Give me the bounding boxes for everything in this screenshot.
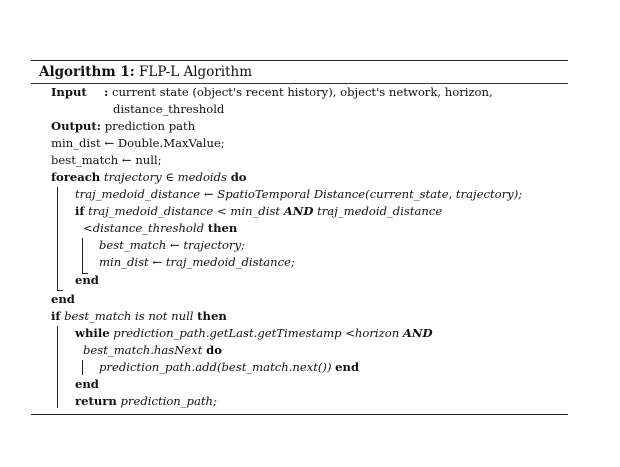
do-keyword: do (206, 343, 222, 357)
traj-dist-assign-line (75, 186, 522, 202)
while-line-2 (83, 342, 222, 358)
if-cond-b: min_dist (230, 204, 281, 218)
if-cond-c: traj_medoid_distance (317, 204, 443, 218)
assign-arrow: ← (152, 255, 163, 269)
assign-arrow: ← (104, 136, 115, 150)
foreach-iterator: trajectory (103, 170, 162, 184)
while-scope-bar (82, 360, 83, 375)
top-rule (31, 60, 568, 61)
while-cond-b: best_match.hasNext (83, 343, 203, 357)
end-keyword: end (335, 360, 360, 374)
if-outer-line (51, 308, 227, 324)
end-while-line (75, 376, 99, 392)
end-keyword: end (75, 377, 99, 391)
end-if-line (75, 272, 99, 288)
min-dist-init: Double.MaxValue; (117, 136, 225, 150)
end-foreach-line (51, 291, 75, 307)
assign-min-dist-line (99, 254, 295, 270)
end-keyword: end (75, 273, 99, 287)
while-keyword: while (75, 326, 110, 340)
if-keyword: if (75, 204, 85, 218)
output-label: Output: (51, 119, 102, 133)
min-dist-var: min_dist (51, 136, 101, 150)
input-line (51, 84, 87, 100)
foreach-keyword: foreach (51, 170, 101, 184)
then-keyword: then (197, 309, 227, 323)
assign2-rhs: traj_medoid_distance; (165, 255, 295, 269)
if-scope-bar (82, 238, 83, 273)
while-line (75, 325, 433, 341)
input-text-1: current state (object's recent history), object's network, horizon, (111, 85, 493, 99)
bottom-rule (31, 414, 568, 415)
assign1-rhs: trajectory; (183, 238, 246, 252)
while-body: prediction_path.add(best_match.next()) (99, 360, 332, 374)
foreach-line (51, 169, 247, 185)
input-label: Input (51, 85, 87, 99)
while-cond-a: prediction_path.getLast.getTimestamp <horizon (113, 326, 400, 340)
caption-title: FLP-L Algorithm (139, 64, 253, 80)
input-line-2 (113, 101, 224, 117)
min-dist-init-line (51, 135, 225, 151)
if2-cond-b: is not null (135, 309, 194, 323)
if-keyword: if (51, 309, 61, 323)
assign-arrow: ← (203, 187, 214, 201)
algorithm-caption (39, 64, 252, 80)
while-body-line (99, 359, 359, 375)
return-keyword: return (75, 394, 117, 408)
algorithm-block (31, 56, 568, 416)
assign2-lhs: min_dist (99, 255, 149, 269)
end-keyword: end (51, 292, 75, 306)
do-keyword: do (230, 170, 247, 184)
element-of-symbol: ∈ (165, 170, 174, 184)
best-match-init: null; (135, 153, 162, 167)
output-text: prediction path (104, 119, 196, 133)
assign-arrow: ← (121, 153, 132, 167)
best-match-init-line (51, 152, 162, 168)
input-text-2: distance_threshold (113, 102, 225, 116)
best-match-var: best_match (51, 153, 119, 167)
and-keyword: AND (402, 326, 433, 340)
traj-dist-expr: SpatioTemporal Distance(current_state, trajectory); (217, 187, 523, 201)
if-cond-a: traj_medoid_distance < (88, 204, 227, 218)
foreach-scope-bar (57, 187, 58, 290)
traj-dist-var: traj_medoid_distance (75, 187, 201, 201)
and-keyword: AND (283, 204, 314, 218)
return-value: prediction_path; (120, 394, 217, 408)
assign-best-match-line (99, 237, 245, 253)
if-cond-e: distance_threshold (92, 221, 205, 235)
if-outer-scope-bar (57, 326, 58, 408)
input-colon: : (104, 85, 109, 99)
assign-arrow: ← (169, 238, 180, 252)
output-line (51, 118, 195, 134)
if2-cond-a: best_match (64, 309, 132, 323)
return-line (75, 393, 217, 409)
if-inner-line-2 (83, 220, 237, 236)
caption-label: Algorithm 1: (39, 64, 135, 80)
if-inner-line (75, 203, 442, 219)
if-cond-d: < (83, 221, 93, 235)
foreach-set: medoids (177, 170, 228, 184)
input-colon-line (104, 84, 493, 100)
then-keyword: then (207, 221, 238, 235)
assign1-lhs: best_match (99, 238, 167, 252)
